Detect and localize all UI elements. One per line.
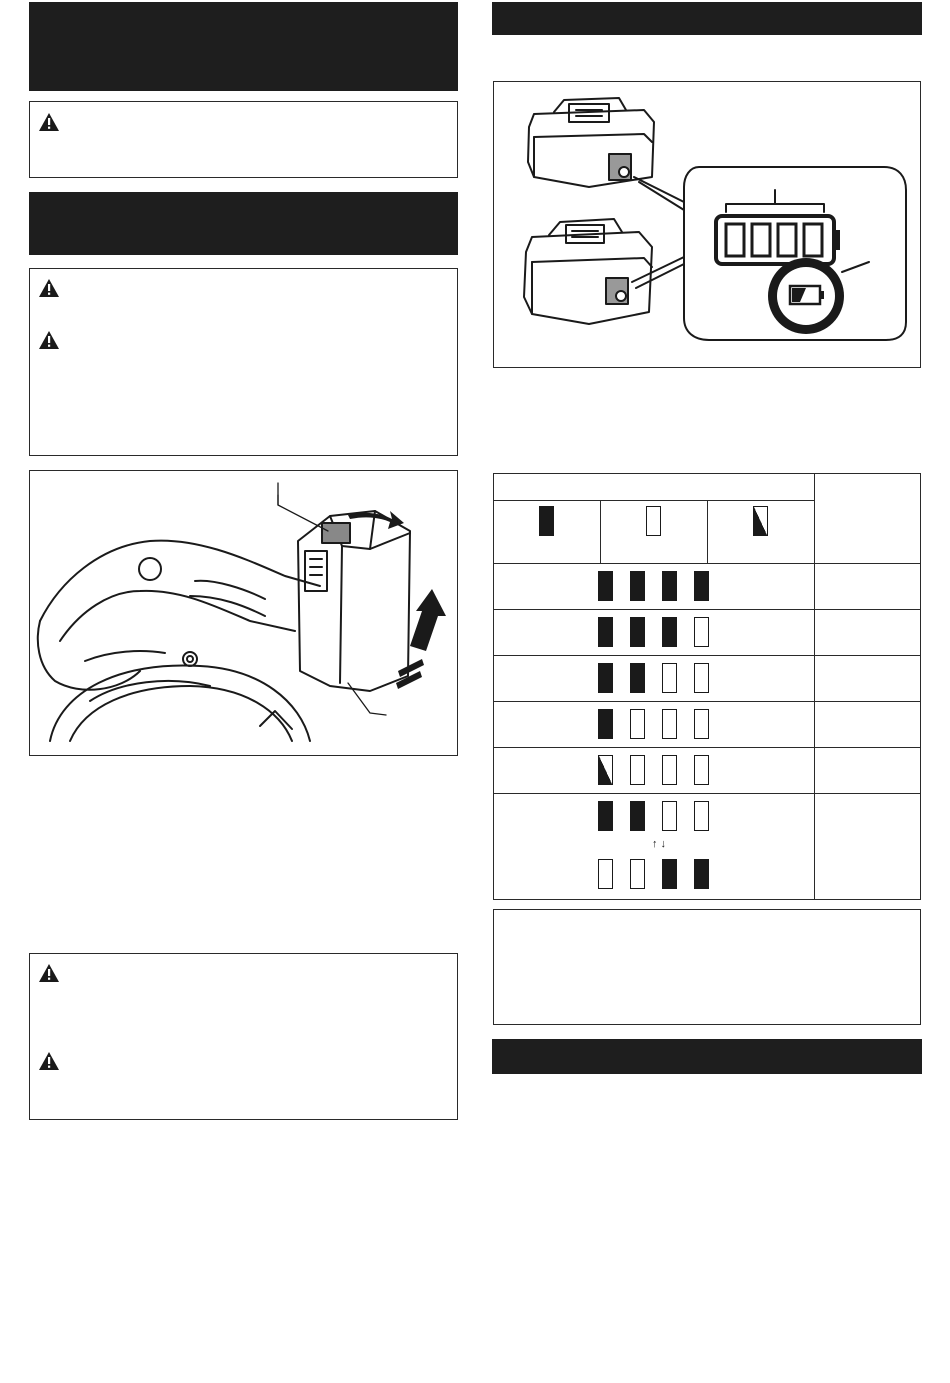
indicator-lamp [662,617,677,647]
legend-lighted-lamp [539,506,554,536]
warning-triangle-icon [38,278,60,298]
section-header-bar [29,2,458,91]
battery-indicator-illustration [494,82,919,366]
indicator-lamp [630,801,645,831]
indicator-lamp-alternate [694,859,709,889]
slide-arrow [348,511,404,529]
saw-battery-illustration [30,471,456,754]
warning-triangle-icon [38,1051,60,1071]
warning-box [29,101,458,178]
indicator-lamp-alternate [630,859,645,889]
indicator-lamp [630,571,645,601]
indicator-lamp [694,571,709,601]
legend-off-lamp [646,506,661,536]
indicator-table [493,473,921,900]
note-box [493,909,921,1025]
warning-box [29,953,458,1120]
indicator-lamp [662,709,677,739]
indicator-lamp [598,663,613,693]
warning-box [29,268,458,456]
indicator-lamp [694,755,709,785]
insert-arrow [396,589,446,689]
battery-install-figure [29,470,458,756]
indicator-lamp [662,801,677,831]
indicator-lamp [598,801,613,831]
legend-blinking-lamp [753,506,768,536]
alternating-arrows: ↑ ↓ [651,838,667,850]
indicator-lamp-alternate [662,859,677,889]
indicator-lamp [598,709,613,739]
indicator-lamp [598,571,613,601]
battery-indicator-figure [493,81,921,368]
warning-triangle-icon [38,112,60,132]
indicator-lamp [630,663,645,693]
indicator-lamp [662,571,677,601]
indicator-lamp-alternate [598,859,613,889]
section-header-bar [492,1039,922,1074]
indicator-lamp [694,709,709,739]
indicator-lamp [630,709,645,739]
indicator-lamp [662,755,677,785]
warning-triangle-icon [38,963,60,983]
indicator-lamp [630,755,645,785]
indicator-lamp [662,663,677,693]
indicator-lamp [694,801,709,831]
section-header-bar [492,2,922,35]
indicator-lamp [598,755,613,785]
indicator-lamp [694,663,709,693]
section-header-bar [29,192,458,255]
indicator-lamp [630,617,645,647]
indicator-lamp [598,617,613,647]
indicator-lamp [694,617,709,647]
warning-triangle-icon [38,330,60,350]
